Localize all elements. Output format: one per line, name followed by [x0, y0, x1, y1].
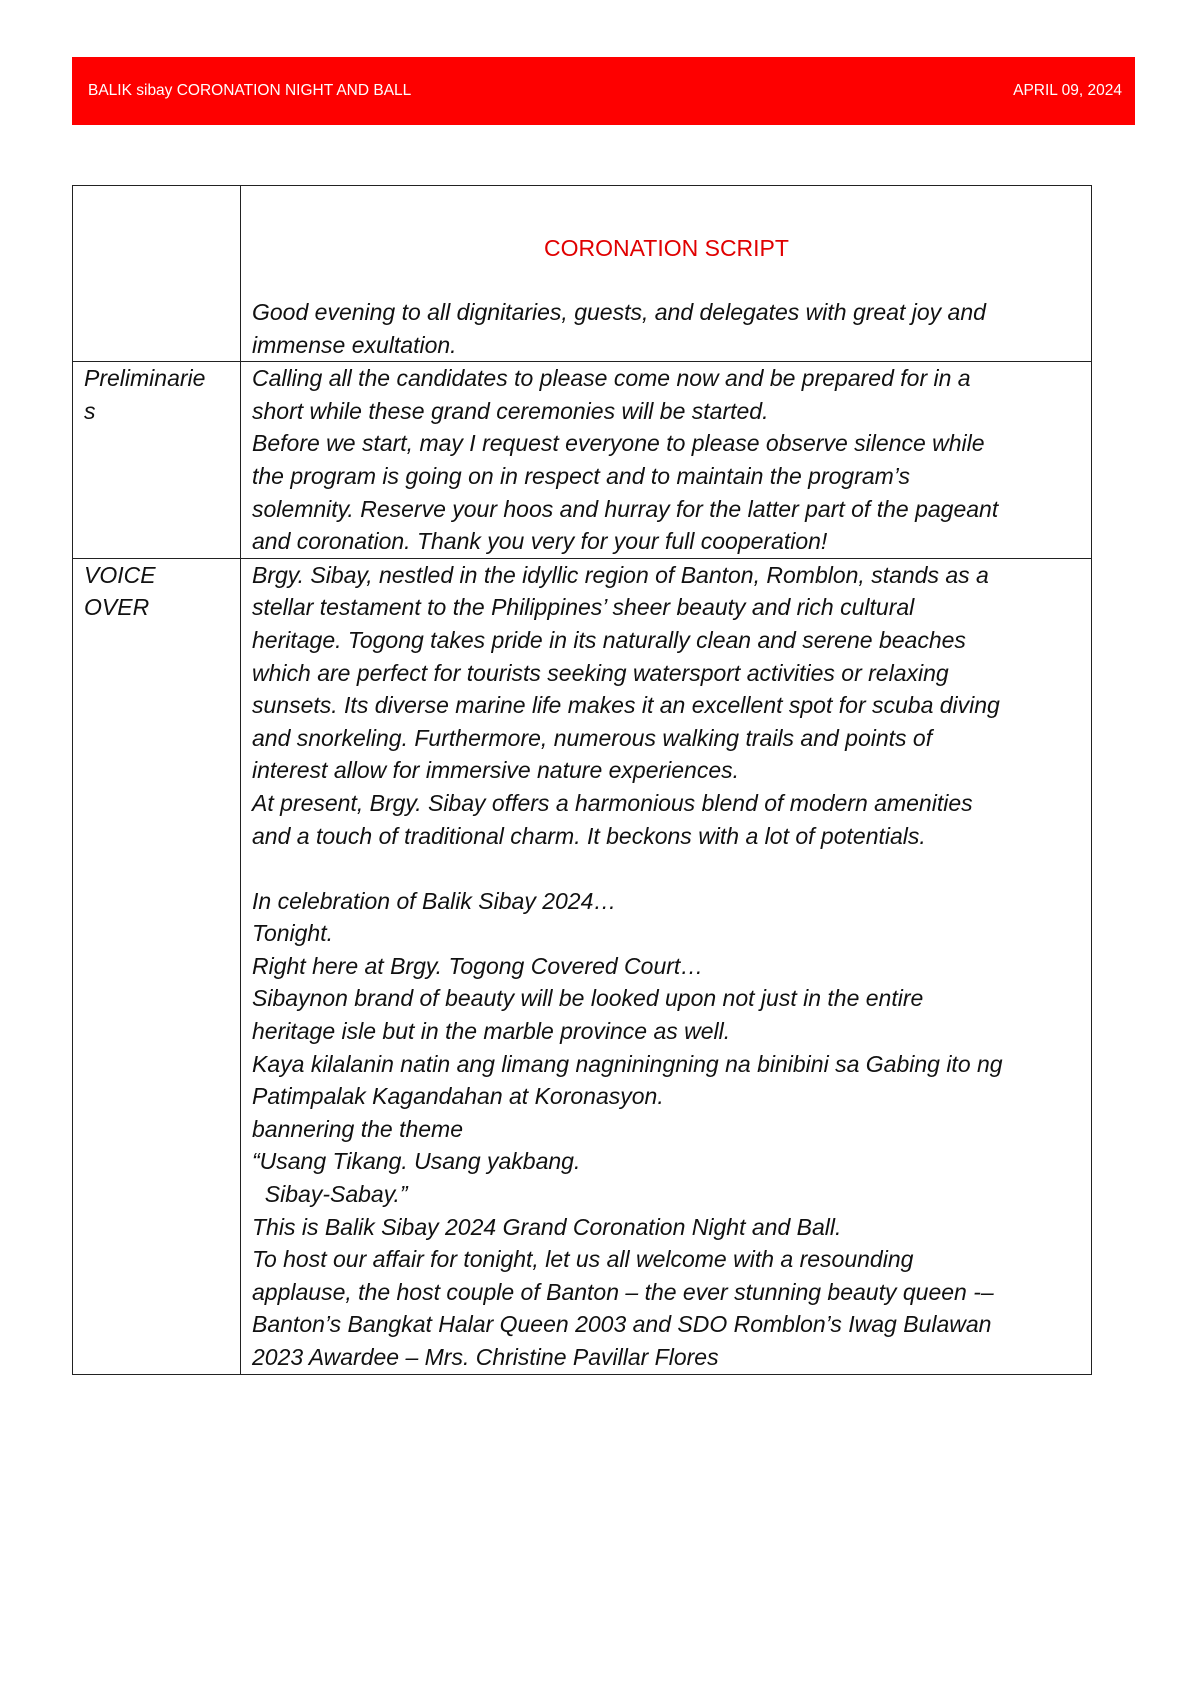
script-line: and a touch of traditional charm. It beckons with a lot of potentials. — [252, 822, 926, 849]
script-line: bannering the theme — [252, 1115, 463, 1142]
label-cell — [73, 362, 241, 559]
text-cell — [241, 362, 1092, 559]
script-line: sunsets. Its diverse marine life makes it an excellent spot for scuba diving — [252, 692, 1000, 719]
script-table — [72, 185, 1092, 1375]
script-line: To host our affair for tonight, let us all welcome with a resounding — [252, 1246, 914, 1273]
script-line: At present, Brgy. Sibay offers a harmonious blend of modern amenities — [252, 789, 973, 816]
script-line: Banton’s Bangkat Halar Queen 2003 and SDO Romblon’s Iwag Bulawan — [252, 1311, 992, 1338]
blank-line — [252, 852, 1081, 885]
text-cell — [241, 558, 1092, 1374]
event-date: APRIL 09, 2024 — [1013, 82, 1122, 99]
script-line: Brgy. Sibay, nestled in the idyllic region of Banton, Romblon, stands as a — [252, 561, 989, 588]
table-row — [73, 558, 1092, 1374]
row-label: Preliminarie — [84, 365, 206, 392]
script-line: solemnity. Reserve your hoos and hurray for the latter part of the pageant — [252, 495, 999, 522]
row-label: s — [84, 397, 96, 424]
intro-line: Good evening to all dignitaries, guests, and delegates with great joy and — [252, 299, 986, 325]
script-line: short while these grand ceremonies will be started. — [252, 397, 769, 424]
script-line: In celebration of Balik Sibay 2024… — [252, 887, 617, 914]
script-line: Patimpalak Kagandahan at Koronasyon. — [252, 1083, 664, 1110]
text-cell — [241, 186, 1092, 362]
script-line: heritage isle but in the marble province as well. — [252, 1018, 731, 1045]
script-line: Calling all the candidates to please come now and be prepared for in a — [252, 365, 971, 392]
script-line: Sibaynon brand of beauty will be looked upon not just in the entire — [252, 985, 924, 1012]
intro-line: immense exultation. — [252, 331, 457, 358]
script-line: This is Balik Sibay 2024 Grand Coronation Night and Ball. — [252, 1213, 842, 1240]
script-line: heritage. Togong takes pride in its naturally clean and serene beaches — [252, 626, 966, 653]
table-row — [73, 186, 1092, 362]
script-title: CORONATION SCRIPT — [544, 235, 789, 261]
script-line: and snorkeling. Furthermore, numerous walking trails and points of — [252, 724, 933, 751]
script-line: Kaya kilalanin natin ang limang nagniningning na binibini sa Gabing ito ng — [252, 1050, 1003, 1077]
script-line: and coronation. Thank you very for your full cooperation! — [252, 528, 828, 555]
event-title: BALIK sibay CORONATION NIGHT AND BALL — [88, 82, 412, 99]
table-row — [73, 362, 1092, 559]
script-line: Before we start, may I request everyone to please observe silence while — [252, 430, 985, 457]
script-line: which are perfect for tourists seeking watersport activities or relaxing — [252, 659, 949, 686]
script-line: Sibay-Sabay.” — [252, 1181, 408, 1208]
label-cell — [73, 558, 241, 1374]
script-line: applause, the host couple of Banton – the ever stunning beauty queen -– — [252, 1278, 994, 1305]
script-line: stellar testament to the Philippines’ sheer beauty and rich cultural — [252, 594, 915, 621]
label-cell — [73, 186, 241, 362]
row-label: VOICE — [84, 561, 156, 588]
script-line: 2023 Awardee – Mrs. Christine Pavillar Flores — [252, 1344, 719, 1370]
script-line: the program is going on in respect and to maintain the program’s — [252, 462, 911, 489]
script-line: interest allow for immersive nature experiences. — [252, 757, 740, 784]
script-line: Right here at Brgy. Togong Covered Court… — [252, 952, 704, 979]
row-label: OVER — [84, 594, 150, 621]
header-bar — [72, 57, 1135, 125]
script-line: “Usang Tikang. Usang yakbang. — [252, 1148, 581, 1175]
script-line: Tonight. — [252, 920, 333, 947]
